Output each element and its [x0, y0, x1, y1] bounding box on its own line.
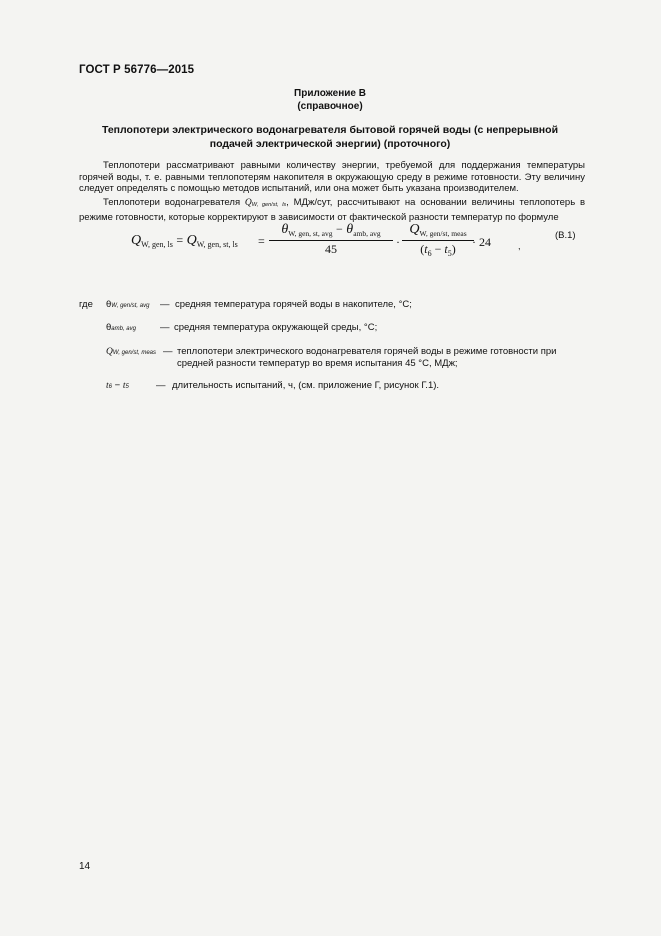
where-intro: где	[79, 299, 93, 310]
theta-amb: θ	[346, 222, 354, 237]
symbol-q-inline-subscript: W, gen/st, ls	[251, 202, 287, 208]
fraction-1-numerator	[269, 222, 393, 240]
where-item-1-dash: —	[160, 299, 170, 310]
fraction-1-denominator: 45	[325, 242, 337, 256]
where-item-4-symbol	[106, 380, 129, 394]
formula-lhs	[131, 233, 238, 249]
formula-factor	[472, 235, 491, 250]
paragraph-1	[79, 160, 585, 195]
annex-title: Приложение В	[294, 88, 366, 99]
symbol-q-inline: Q	[244, 198, 252, 208]
where-item-1-text: средняя температура горячей воды в накопителе, °С;	[175, 299, 412, 310]
paragraph-2	[79, 197, 585, 223]
formula-q2: Q	[186, 233, 197, 248]
paren-close: )	[451, 242, 456, 256]
fraction-2-numerator	[402, 222, 474, 240]
theta-w: θ	[281, 222, 289, 237]
paragraph-2-text-end: , МДж/сут, рассчитывают на основании величины теплопотерь в режиме готовности, которые корректируют в зависимости от фактической разности температур по формуле	[79, 197, 585, 223]
where-item-3-symbol	[106, 346, 156, 360]
where-item-4-dash: —	[156, 380, 166, 391]
where-item-2-text: средняя температура окружающей среды, °С;	[174, 322, 378, 333]
symbol-q: Q	[106, 347, 113, 357]
symbol-theta: θ	[106, 299, 112, 310]
formula-q1-sub: W, gen, ls	[141, 240, 173, 249]
theta-amb-sub: amb, avg	[353, 229, 381, 238]
symbol-theta: θ	[106, 322, 112, 333]
fraction-2	[402, 222, 474, 258]
dot-2: ·	[472, 235, 476, 249]
paragraph-1-text: Теплопотери рассматривают равными количеству энергии, требуемой для поддержания температуры горячей воды, т. е. равными теплопотерям накопителя в окружающую среду в режиме готовности. Эту величину следует определять с помощью методов испытаний, или она может быть указана производителем.	[79, 160, 585, 195]
fraction-2-denominator	[402, 241, 474, 258]
symbol-minus: −	[111, 380, 123, 391]
factor-24: 24	[479, 235, 491, 249]
t6: t	[424, 242, 428, 256]
where-item-3-dash: —	[163, 346, 173, 357]
formula-number: (В.1)	[555, 230, 576, 241]
symbol-sub: amb, avg	[111, 326, 136, 332]
where-item-4-text: длительность испытаний, ч, (см. приложение Г, рисунок Г.1).	[172, 380, 440, 391]
t5-sub: 5	[447, 249, 452, 258]
where-item-2-dash: —	[160, 322, 170, 333]
formula-q2-sub: W, gen, st, ls	[196, 240, 238, 249]
symbol-t5: t	[122, 381, 126, 391]
theta-w-sub: W, gen, st, avg	[288, 229, 333, 238]
symbol-sub: 6	[108, 384, 112, 390]
where-item-1-symbol	[106, 299, 149, 313]
where-item-3-text: теплопотери электрического водонагревателя горячей воды в режиме готовности при средней разности температур во время испытания 45 °С, МДж;	[177, 346, 557, 369]
where-item-2-symbol	[106, 322, 136, 336]
standard-header: ГОСТ Р 56776—2015	[79, 64, 195, 76]
formula-eq2: =	[258, 234, 265, 248]
formula-comma: ,	[518, 241, 521, 251]
section-title: Теплопотери электрического водонагревателя бытовой горячей воды (с непрерывной подачей электрической энергии) (проточного)	[101, 124, 559, 150]
symbol-sub: W, gen/st, avg	[111, 303, 150, 309]
annex-status: (справочное)	[297, 101, 363, 112]
dot-1: ·	[396, 235, 400, 249]
symbol-t6: t	[106, 381, 109, 391]
formula-q1: Q	[131, 233, 142, 248]
t6-sub: 6	[427, 249, 432, 258]
paren-open: (	[420, 242, 425, 256]
t5: t	[444, 242, 448, 256]
fraction-1	[269, 222, 393, 257]
q-meas-sub: W, gen/st, meas	[419, 229, 467, 238]
symbol-sub: 5	[125, 384, 129, 390]
annex-heading	[80, 87, 580, 113]
den-minus: −	[434, 242, 442, 256]
page-number: 14	[79, 861, 91, 872]
minus-sign: −	[336, 222, 343, 236]
formula-eq1: =	[176, 233, 184, 247]
paragraph-2-text-start: Теплопотери водонагревателя	[103, 197, 245, 208]
q-meas: Q	[409, 222, 420, 237]
formula-b1	[131, 222, 531, 268]
symbol-sub: W, gen/st, meas	[112, 350, 156, 356]
